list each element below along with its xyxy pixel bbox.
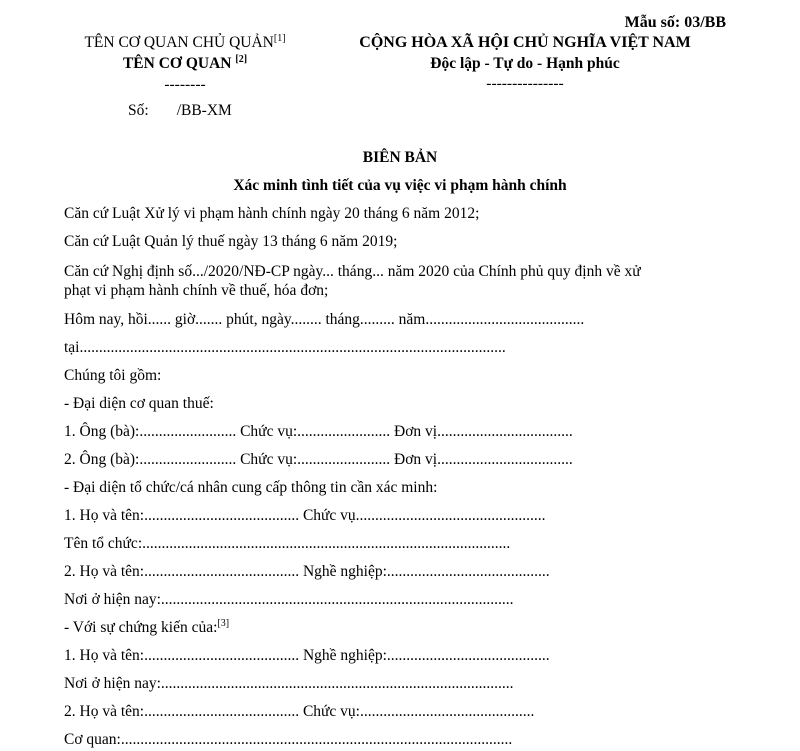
tax-officer-1: 1. Ông (bà):......................... Chức vụ:........................ Đơn vị................................... — [64, 423, 573, 440]
country-name: CỘNG HÒA XÃ HỘI CHỦ NGHĨA VIỆT NAM — [359, 34, 691, 51]
witness-2-agency: Cơ quan:..................................................................................................... — [64, 731, 513, 748]
witness-2-name: 2. Họ và tên:........................................ Chức vụ:............................................. — [64, 703, 535, 720]
witness-1-name: 1. Họ và tên:........................................ Nghề nghiệp:.......................................... — [64, 647, 550, 664]
document-title: BIÊN BẢN — [362, 149, 438, 166]
tax-authority-heading: - Đại diện cơ quan thuế: — [64, 395, 214, 412]
legal-basis-3-line-1: Căn cứ Nghị định số.../2020/NĐ-CP ngày... tháng... năm 2020 của Chính phủ quy định về xử — [64, 263, 641, 280]
agency-name: TÊN CƠ QUAN — [122, 55, 232, 72]
legal-basis-1: Căn cứ Luật Xử lý vi phạm hành chính ngày 20 tháng 6 năm 2012; — [64, 205, 480, 222]
provider-2-residence: Nơi ở hiện nay:........................................................................................... — [64, 591, 514, 608]
witness-heading — [64, 619, 229, 637]
organization-name: Tên tổ chức:............................................................................................... — [64, 535, 511, 552]
date-time-line: Hôm nay, hồi...... giờ....... phút, ngày........ tháng......... năm......................................... — [64, 311, 585, 328]
footnote-ref-2: [2] — [235, 53, 248, 65]
participants-heading: Chúng tôi gồm: — [64, 367, 162, 384]
right-divider: --------------- — [486, 75, 564, 92]
parent-agency-name: TÊN CƠ QUAN CHỦ QUẢN — [84, 34, 274, 51]
document-subtitle: Xác minh tình tiết của vụ việc vi phạm hành chính — [233, 177, 567, 194]
agency-heading — [60, 55, 310, 73]
number-suffix: /BB-XM — [176, 102, 232, 119]
national-motto: Độc lập - Tự do - Hạnh phúc — [430, 55, 620, 72]
left-divider: -------- — [164, 76, 206, 93]
provider-1-name: 1. Họ và tên:........................................ Chức vụ................................................. — [64, 507, 546, 524]
parent-agency-heading — [60, 34, 310, 52]
legal-basis-3-line-2: phạt vi phạm hành chính về thuế, hóa đơn; — [64, 282, 329, 299]
location-line: tại.............................................................................................................. — [64, 339, 506, 356]
legal-basis-2: Căn cứ Luật Quản lý thuế ngày 13 tháng 6 năm 2019; — [64, 233, 398, 250]
form-number: Mẫu số: 03/BB — [624, 14, 726, 31]
witness-heading-text: - Với sự chứng kiến của: — [64, 619, 218, 636]
provider-2-name: 2. Họ và tên:........................................ Nghề nghiệp:.......................................... — [64, 563, 550, 580]
footnote-ref-3: [3] — [217, 617, 230, 629]
tax-officer-2: 2. Ông (bà):......................... Chức vụ:........................ Đơn vị................................... — [64, 451, 573, 468]
info-provider-heading: - Đại diện tổ chức/cá nhân cung cấp thông tin cần xác minh: — [64, 479, 438, 496]
witness-1-residence: Nơi ở hiện nay:........................................................................................... — [64, 675, 514, 692]
number-label: Số: — [128, 102, 149, 119]
document-number — [128, 102, 232, 120]
footnote-ref-1: [1] — [273, 32, 286, 44]
